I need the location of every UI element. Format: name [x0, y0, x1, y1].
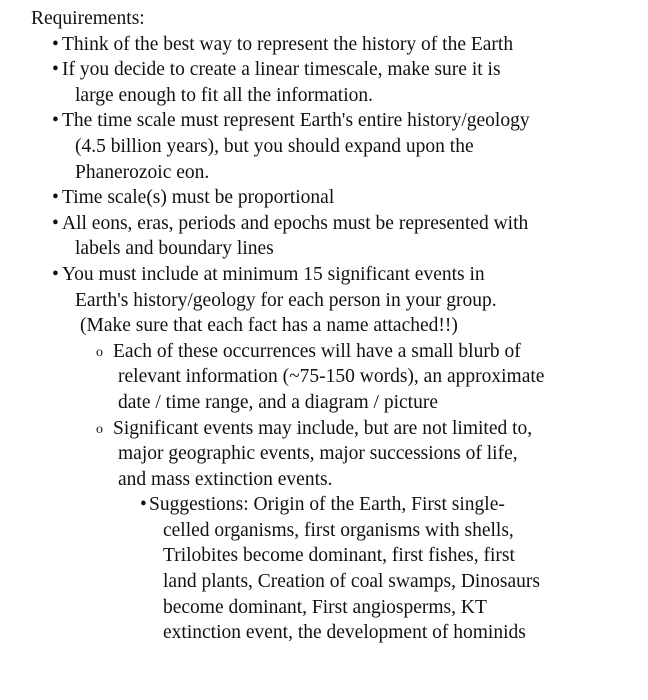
requirement-item-3: [0, 108, 648, 185]
suggestions-line-3: Trilobites become dominant, first fishes, first: [163, 545, 515, 567]
requirement-item-2: [0, 57, 648, 108]
requirement-item-5: [0, 211, 648, 262]
requirement-item-3-line-3: Phanerozoic eon.: [75, 161, 210, 183]
sub-sub-bullet-marker: •: [140, 494, 147, 516]
requirement-item-1-line-1: Think of the best way to represent the history of the Earth: [62, 33, 514, 55]
sub-bullet-marker: o: [96, 421, 103, 437]
requirement-item-6-line-1: You must include at minimum 15 significant events in: [62, 263, 485, 285]
suggestions-line-1: Suggestions: Origin of the Earth, First single-: [149, 494, 505, 516]
bullet-marker: •: [52, 59, 59, 81]
requirement-item-2-line-2: large enough to fit all the information.: [75, 84, 374, 106]
requirement-item-1: [0, 32, 648, 58]
bullet-marker: •: [52, 187, 59, 209]
sub-requirement-item-2-line-3: and mass extinction events.: [118, 468, 333, 490]
sub-requirement-item-1-line-3: date / time range, and a diagram / picture: [118, 391, 438, 413]
suggestions-line-5: become dominant, First angiosperms, KT: [163, 596, 487, 618]
requirement-item-3-line-1: The time scale must represent Earth's entire history/geology: [62, 110, 530, 132]
requirement-item-6-line-2: Earth's history/geology for each person in your group.: [75, 289, 497, 311]
requirement-item-5-line-1: All eons, eras, periods and epochs must be represented with: [62, 212, 529, 234]
sub-requirement-item-1-line-1: Each of these occurrences will have a small blurb of: [113, 340, 521, 362]
bullet-marker: •: [52, 110, 59, 132]
sub-requirement-item-1: [0, 339, 648, 416]
requirements-heading: Requirements:: [31, 8, 145, 29]
sub-requirement-item-1-line-2: relevant information (~75-150 words), an approximate: [118, 366, 545, 388]
requirement-item-4: [0, 185, 648, 211]
requirement-item-4-line-1: Time scale(s) must be proportional: [62, 187, 335, 209]
suggestions-line-2: celled organisms, first organisms with shells,: [163, 519, 514, 541]
requirement-item-5-line-2: labels and boundary lines: [75, 238, 274, 260]
sub-requirement-item-2-line-1: Significant events may include, but are not limited to,: [113, 417, 533, 439]
suggestions-line-6: extinction event, the development of hominids: [163, 622, 526, 644]
bullet-marker: •: [52, 33, 59, 55]
sub-requirement-item-2: [0, 416, 648, 493]
sub-requirement-item-2-line-2: major geographic events, major successions of life,: [118, 443, 518, 465]
suggestions-item: [0, 492, 648, 646]
suggestions-line-4: land plants, Creation of coal swamps, Dinosaurs: [163, 571, 540, 593]
requirement-item-3-line-2: (4.5 billion years), but you should expand upon the: [75, 135, 474, 157]
bullet-marker: •: [52, 212, 59, 234]
requirement-item-6-line-3: (Make sure that each fact has a name attached!!): [80, 315, 458, 337]
bullet-marker: •: [52, 263, 59, 285]
requirement-item-2-line-1: If you decide to create a linear timescale, make sure it is: [62, 59, 501, 81]
requirements-document: [0, 6, 648, 646]
requirement-item-6: [0, 262, 648, 339]
sub-bullet-marker: o: [96, 344, 103, 360]
